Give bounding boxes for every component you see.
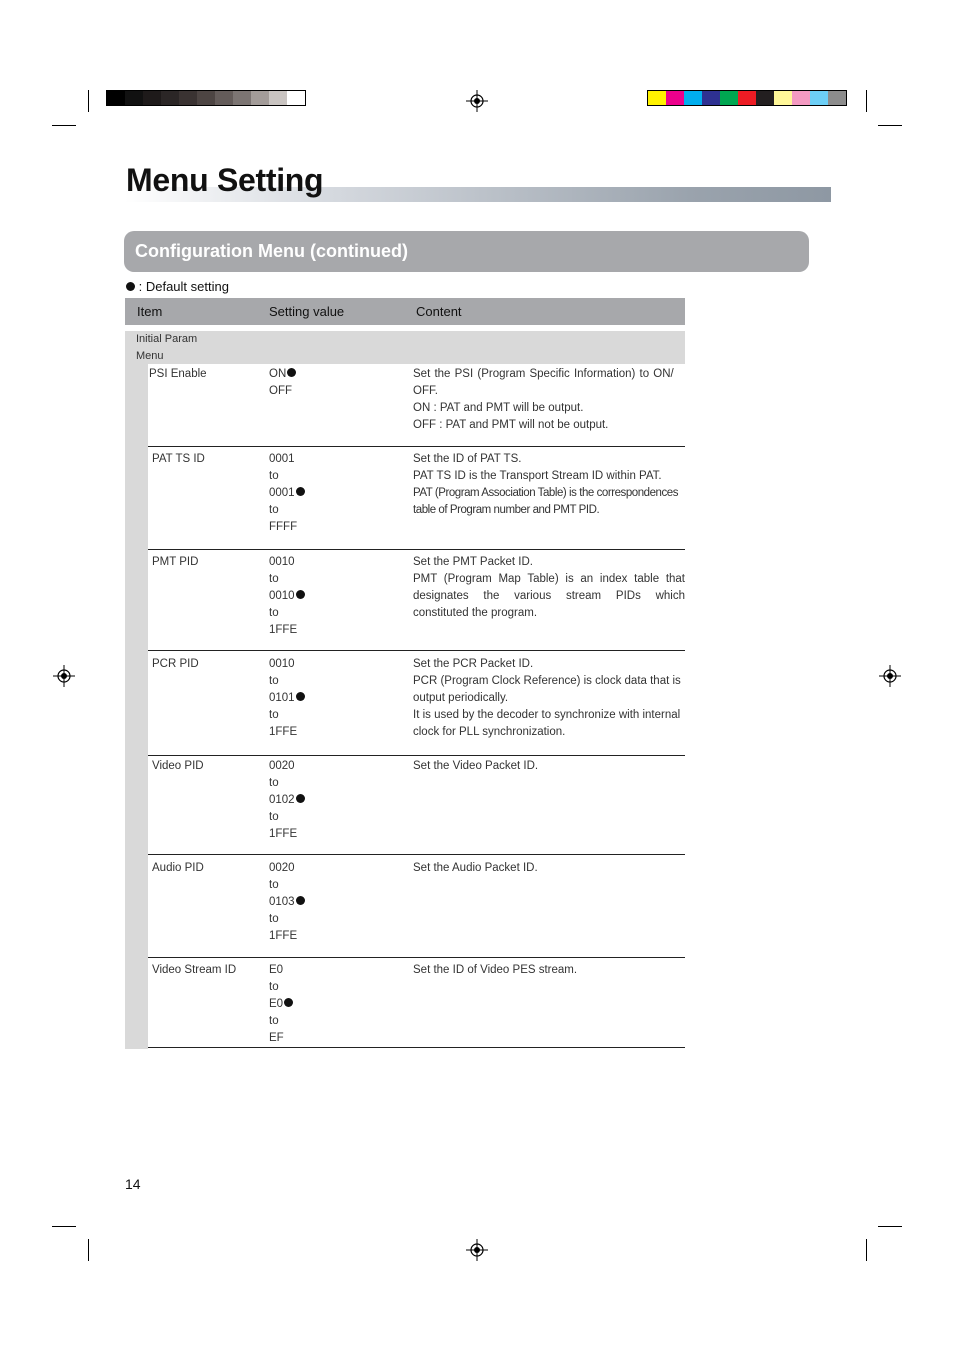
setting-value: 0001 bbox=[269, 453, 295, 465]
setting-value: OFF bbox=[269, 385, 292, 397]
row-content bbox=[413, 366, 685, 434]
crop-mark bbox=[866, 90, 867, 112]
default-marker-icon bbox=[296, 692, 305, 701]
row-item: Video Stream ID bbox=[152, 964, 237, 976]
group-label-line: Menu bbox=[136, 350, 164, 362]
setting-value: 0020 bbox=[269, 862, 295, 874]
row-setting-values bbox=[269, 860, 305, 945]
default-marker-icon bbox=[296, 487, 305, 496]
row-content bbox=[413, 554, 685, 622]
content-line: Set the PSI (Program Specific Information) to ON/ bbox=[413, 368, 674, 380]
row-setting-values bbox=[269, 366, 296, 400]
group-label-line: Initial Param bbox=[136, 333, 198, 345]
content-line: designates the various stream PIDs which bbox=[413, 590, 685, 602]
crop-mark bbox=[88, 1239, 89, 1261]
calibration-swatch bbox=[269, 91, 287, 105]
row-item: PSI Enable bbox=[149, 368, 207, 380]
setting-value: 0103 bbox=[269, 896, 295, 908]
setting-value: ON bbox=[269, 368, 287, 380]
page-title: Menu Setting bbox=[126, 162, 324, 198]
calibration-swatch bbox=[179, 91, 197, 105]
calibration-swatch bbox=[828, 91, 846, 105]
content-line: constituted the program. bbox=[413, 607, 538, 619]
content-line: Set the PCR Packet ID. bbox=[413, 658, 534, 670]
row-setting-values bbox=[269, 962, 293, 1047]
setting-value: to bbox=[269, 470, 279, 482]
calibration-swatch bbox=[197, 91, 215, 105]
row-content bbox=[413, 962, 685, 979]
row-content bbox=[413, 656, 685, 741]
grayscale-calibration-bar bbox=[106, 90, 306, 106]
color-calibration-bar bbox=[647, 90, 847, 106]
content-line: Set the Video Packet ID. bbox=[413, 760, 539, 772]
setting-value: to bbox=[269, 504, 279, 516]
calibration-swatch bbox=[792, 91, 810, 105]
content-line: OFF. bbox=[413, 385, 438, 397]
setting-value: to bbox=[269, 1015, 279, 1027]
crop-mark bbox=[88, 90, 89, 112]
setting-value: 0102 bbox=[269, 794, 295, 806]
setting-value: 0101 bbox=[269, 692, 295, 704]
row-divider bbox=[148, 854, 685, 855]
calibration-swatch bbox=[738, 91, 756, 105]
calibration-swatch bbox=[125, 91, 143, 105]
crop-mark bbox=[878, 1226, 902, 1227]
setting-value: to bbox=[269, 777, 279, 789]
setting-value: 0010 bbox=[269, 590, 295, 602]
calibration-swatch bbox=[251, 91, 269, 105]
calibration-swatch bbox=[720, 91, 738, 105]
setting-value: to bbox=[269, 675, 279, 687]
row-content bbox=[413, 860, 685, 877]
legend-label: : Default setting bbox=[138, 279, 229, 294]
header-content: Content bbox=[416, 304, 462, 319]
crop-mark bbox=[52, 125, 76, 126]
content-line: Set the ID of PAT TS. bbox=[413, 453, 522, 465]
default-marker-icon bbox=[296, 896, 305, 905]
content-line: Set the Audio Packet ID. bbox=[413, 862, 538, 874]
setting-value: 0010 bbox=[269, 556, 295, 568]
default-marker-icon bbox=[284, 998, 293, 1007]
content-line: Set the PMT Packet ID. bbox=[413, 556, 533, 568]
default-marker-icon bbox=[296, 794, 305, 803]
setting-value: 1FFE bbox=[269, 828, 298, 840]
setting-value: to bbox=[269, 811, 279, 823]
row-setting-values bbox=[269, 758, 305, 843]
table-header bbox=[125, 298, 685, 325]
content-line: PAT TS ID is the Transport Stream ID within PAT. bbox=[413, 470, 662, 482]
crop-mark bbox=[878, 125, 902, 126]
setting-value: to bbox=[269, 573, 279, 585]
content-line: PAT (Program Association Table) is the correspondences bbox=[413, 487, 679, 499]
calibration-swatch bbox=[215, 91, 233, 105]
calibration-swatch bbox=[287, 91, 305, 105]
group-label-row bbox=[125, 331, 685, 364]
row-divider bbox=[148, 1047, 685, 1048]
registration-mark-icon bbox=[53, 665, 75, 687]
calibration-swatch bbox=[233, 91, 251, 105]
setting-value: EF bbox=[269, 1032, 284, 1044]
calibration-swatch bbox=[648, 91, 666, 105]
content-line: ON : PAT and PMT will be output. bbox=[413, 402, 584, 414]
calibration-swatch bbox=[702, 91, 720, 105]
row-divider bbox=[148, 549, 685, 550]
row-item: Audio PID bbox=[152, 862, 204, 874]
crop-mark bbox=[52, 1226, 76, 1227]
calibration-swatch bbox=[666, 91, 684, 105]
content-line: clock for PLL synchronization. bbox=[413, 726, 566, 738]
row-item: PMT PID bbox=[152, 556, 199, 568]
page-number: 14 bbox=[125, 1176, 141, 1192]
registration-mark-icon bbox=[879, 665, 901, 687]
setting-value: to bbox=[269, 913, 279, 925]
setting-value: 0010 bbox=[269, 658, 295, 670]
calibration-swatch bbox=[810, 91, 828, 105]
calibration-swatch bbox=[756, 91, 774, 105]
default-setting-legend bbox=[125, 279, 229, 294]
setting-value: E0 bbox=[269, 998, 284, 1010]
row-divider bbox=[148, 755, 685, 756]
header-item: Item bbox=[137, 304, 163, 319]
row-item: Video PID bbox=[152, 760, 204, 772]
calibration-swatch bbox=[161, 91, 179, 105]
setting-value: to bbox=[269, 981, 279, 993]
registration-mark-icon bbox=[466, 1239, 488, 1261]
row-divider bbox=[148, 446, 685, 447]
default-marker-icon bbox=[126, 282, 135, 291]
row-content bbox=[413, 451, 685, 519]
calibration-swatch bbox=[143, 91, 161, 105]
calibration-swatch bbox=[684, 91, 702, 105]
setting-value: to bbox=[269, 709, 279, 721]
setting-value: 1FFE bbox=[269, 726, 298, 738]
setting-value: FFFF bbox=[269, 521, 298, 533]
setting-value: 0020 bbox=[269, 760, 295, 772]
row-item: PAT TS ID bbox=[152, 453, 205, 465]
row-divider bbox=[148, 650, 685, 651]
setting-value: E0 bbox=[269, 964, 284, 976]
section-heading: Configuration Menu (continued) bbox=[124, 231, 809, 272]
crop-mark bbox=[866, 1239, 867, 1261]
setting-value: 1FFE bbox=[269, 930, 298, 942]
setting-value: 0001 bbox=[269, 487, 295, 499]
row-content bbox=[413, 758, 685, 775]
default-marker-icon bbox=[287, 368, 296, 377]
row-setting-values bbox=[269, 451, 305, 536]
row-setting-values bbox=[269, 656, 305, 741]
content-line: Set the ID of Video PES stream. bbox=[413, 964, 578, 976]
calibration-swatch bbox=[774, 91, 792, 105]
setting-value: 1FFE bbox=[269, 624, 298, 636]
content-line: table of Program number and PMT PID. bbox=[413, 504, 600, 516]
row-divider bbox=[148, 957, 685, 958]
content-line: output periodically. bbox=[413, 692, 509, 704]
group-indent-strip bbox=[125, 364, 148, 1049]
content-line: OFF : PAT and PMT will not be output. bbox=[413, 419, 609, 431]
content-line: It is used by the decoder to synchronize with internal bbox=[413, 709, 681, 721]
header-setting-value: Setting value bbox=[269, 304, 345, 319]
row-setting-values bbox=[269, 554, 305, 639]
default-marker-icon bbox=[296, 590, 305, 599]
setting-value: to bbox=[269, 879, 279, 891]
row-item: PCR PID bbox=[152, 658, 199, 670]
registration-mark-icon bbox=[466, 90, 488, 112]
content-line: PMT (Program Map Table) is an index table that bbox=[413, 573, 685, 585]
calibration-swatch bbox=[107, 91, 125, 105]
content-line: PCR (Program Clock Reference) is clock data that is bbox=[413, 675, 681, 687]
setting-value: to bbox=[269, 607, 279, 619]
